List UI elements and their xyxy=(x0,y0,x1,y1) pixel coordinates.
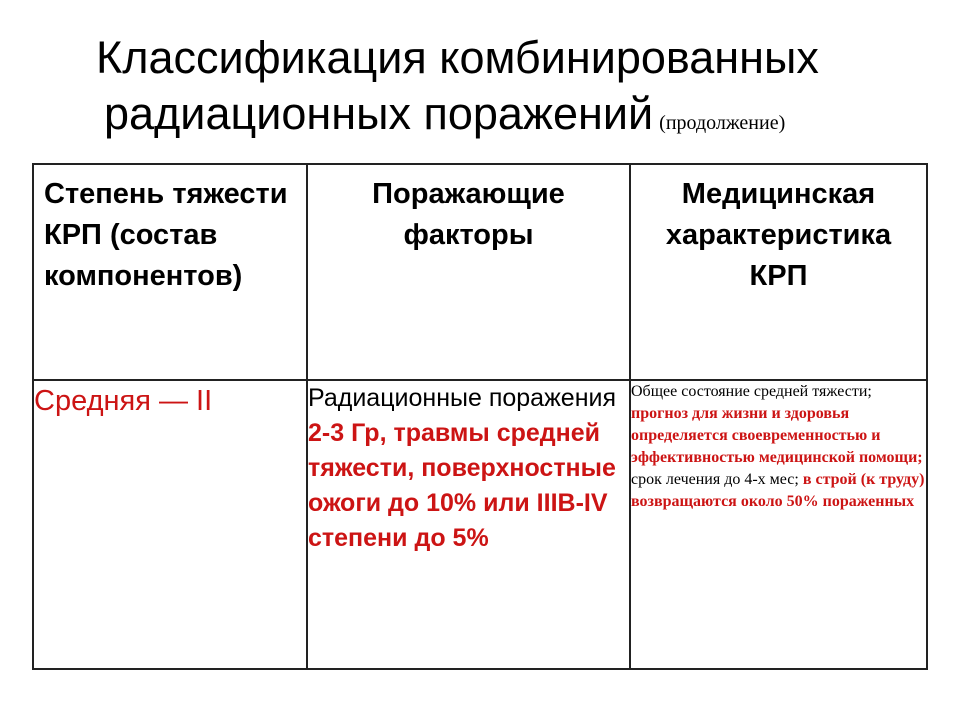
title-line-1: Классификация комбинированных xyxy=(96,32,819,83)
cell-factors xyxy=(307,380,630,669)
medical-part-2: прогноз для жизни и здоровья определяется своевременностью и эффективностью медицинской помощи; xyxy=(631,405,923,466)
title-note: (продолжение) xyxy=(659,112,786,134)
cell-medical xyxy=(630,380,927,669)
page-title xyxy=(0,30,960,151)
factors-plain: Радиационные поражения xyxy=(308,384,617,412)
header-medical: Медицинская характеристика КРП xyxy=(630,164,927,380)
header-severity: Степень тяжести КРП (состав компонентов) xyxy=(33,164,307,380)
medical-part-1: Общее состояние средней тяжести; xyxy=(631,383,872,400)
cell-degree: Средняя — II xyxy=(33,380,307,669)
title-line-2-text: радиационных поражений xyxy=(104,88,654,139)
medical-part-4: в строй (к труду) возвращаются около 50% пораженных xyxy=(631,471,925,510)
table-row xyxy=(33,380,927,669)
factors-highlight: 2-3 Гр, травмы средней тяжести, поверхностные ожоги до 10% или IIIB-IV степени до 5% xyxy=(308,419,616,552)
title-line-2 xyxy=(0,86,960,151)
header-factors: Поражающие факторы xyxy=(307,164,630,380)
classification-table xyxy=(32,163,928,670)
medical-part-3: срок лечения до 4-х мес; xyxy=(631,471,799,488)
table-header-row xyxy=(33,164,927,380)
